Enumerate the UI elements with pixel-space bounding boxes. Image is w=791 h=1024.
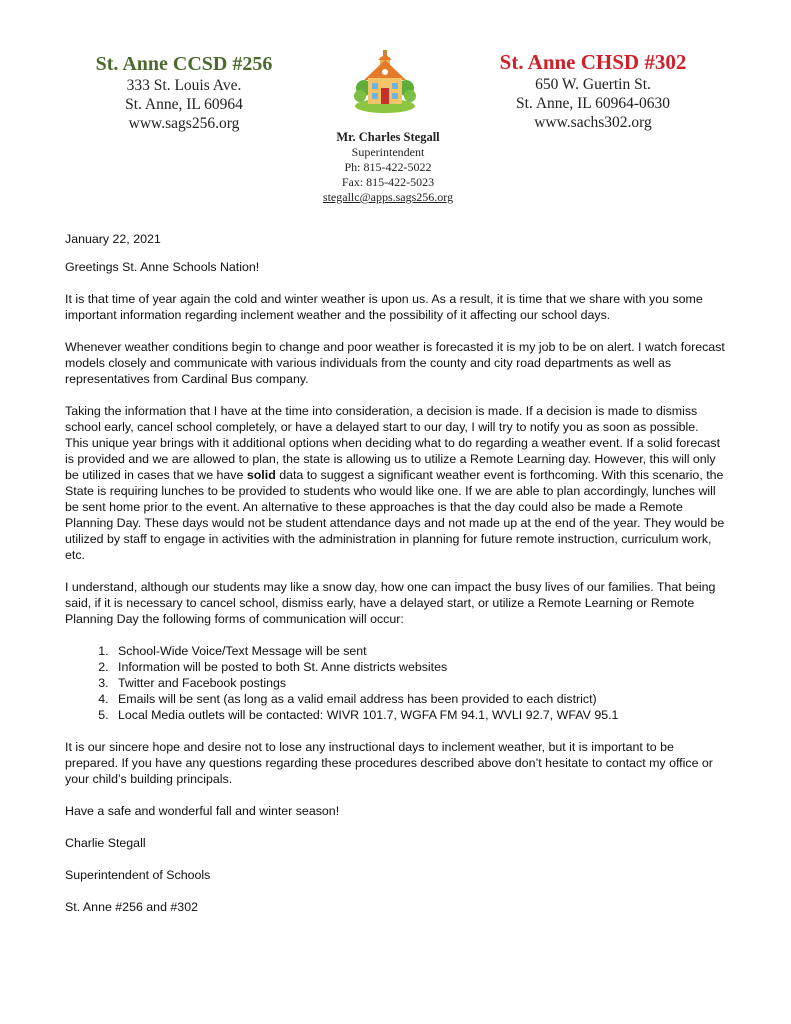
chsd302-website: www.sachs302.org [534,114,652,131]
paragraph-hope: It is our sincere hope and desire not to lose any instructional days to inclement weather, but it is important to be prepared. If you have any questions regarding these procedures described above don’t hesitate to contact my office or your child’s building principals. [65,740,713,786]
letter-closing: Have a safe and wonderful fall and winter season! [65,804,340,818]
paragraph-decision [65,403,725,563]
ccsd256-letterhead [84,52,284,133]
list-item: 3. Twitter and Facebook postings [112,675,725,691]
letter-body [65,231,725,931]
list-item: 5. Local Media outlets will be contacted: WIVR 101.7, WGFA FM 94.1, WVLI 92.7, WFAV 95.1 [112,707,725,723]
list-item: 2. Information will be posted to both St. Anne districts websites [112,659,725,675]
superintendent-phone: Ph: 815-422-5022 [344,160,432,174]
signature-title: Superintendent of Schools [65,868,211,882]
ccsd256-name: St. Anne CCSD #256 [95,53,273,75]
communication-list [65,643,725,723]
schoolhouse-icon [350,48,420,118]
ccsd256-address-city: St. Anne, IL 60964 [125,96,243,113]
paragraph-decision-part1: Taking the information that I have at the time into consideration, a decision is made. If a decision is made to dismiss school early, cancel school completely, or have a delayed start to our day, I will try to notify you as soon as possible. This unique year brings with it additional options when deciding what to do regarding a weather event. If a solid forecast is provided and we are allowed to plan, the state is allowing us to utilize a Remote Learning day. However, this will only be utilized in cases that we have [65,404,721,482]
ccsd256-website: www.sags256.org [128,115,240,132]
paragraph-decision-part2: data to suggest a significant weather event is forthcoming. With this scenario, the State is requiring lunches to be provided to students who would like one. If we are able to plan accordingly, lunches will be sent home prior to the event. An alternative to these approaches is that the day could also be made a Remote Planning Day. These days would not be student attendance days and not made up at the end of the year. They would be utilized by staff to engage in activities with the administration in planning for future remote instruction, curriculum work, etc. [65,468,725,562]
letter-date: January 22, 2021 [65,232,161,246]
paragraph-monitoring: Whenever weather conditions begin to change and poor weather is forecasted it is my job to be on alert. I watch forecast models closely and communicate with various individuals from the county and city road departments as well as representatives from Cardinal Bus company. [65,340,725,386]
superintendent-contact [318,130,458,205]
chsd302-letterhead [488,50,698,132]
chsd302-name: St. Anne CHSD #302 [499,50,687,74]
superintendent-fax: Fax: 815-422-5023 [341,175,435,189]
chsd302-address-street: 650 W. Guertin St. [535,76,651,93]
letter-greeting: Greetings St. Anne Schools Nation! [65,260,260,274]
superintendent-email-link[interactable]: stegallc@apps.sags256.org [322,190,454,204]
chsd302-address-city: St. Anne, IL 60964-0630 [516,95,670,112]
signature-districts: St. Anne #256 and #302 [65,900,198,914]
superintendent-title: Superintendent [351,145,425,159]
ccsd256-address-street: 333 St. Louis Ave. [126,77,242,94]
list-item: 4. Emails will be sent (as long as a valid email address has been provided to each district) [112,691,725,707]
superintendent-name: Mr. Charles Stegall [336,130,440,144]
list-item: 1. School-Wide Voice/Text Message will be sent [112,643,725,659]
emphasis-solid: solid [246,468,276,482]
paragraph-intro: It is that time of year again the cold and winter weather is upon us. As a result, it is time that we share with you some important information regarding inclement weather and the possibility of it affecting our school days. [65,292,703,322]
paragraph-communication: I understand, although our students may like a snow day, how one can impact the busy lives of our families. That being said, if it is necessary to cancel school, dismiss early, have a delayed start, or utilize a Remote Learning or Remote Planning Day the following forms of communication will occur: [65,580,716,626]
signature-name: Charlie Stegall [65,836,146,850]
